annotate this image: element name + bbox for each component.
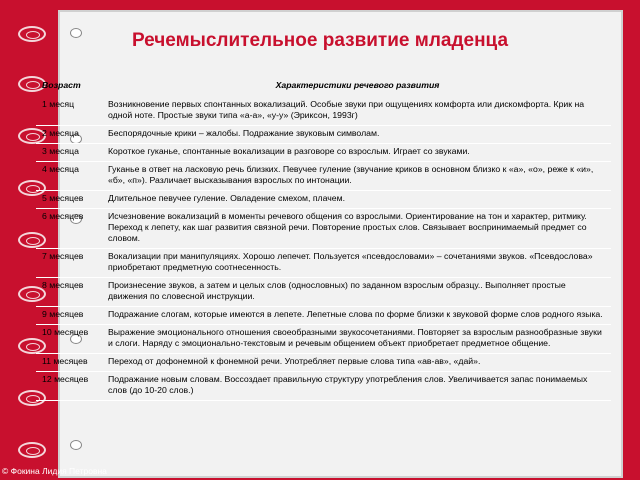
table-row — [36, 126, 611, 144]
age-cell: 10 месяцев — [36, 325, 104, 354]
characteristics-cell: Беспорядочные крики – жалобы. Подражание звуковым символам. — [104, 126, 611, 144]
age-cell: 5 месяцев — [36, 191, 104, 209]
age-cell: 12 месяцев — [36, 372, 104, 401]
characteristics-cell: Возникновение первых спонтанных вокализаций. Особые звуки при ощущениях комфорта или дискомфорта. Крик на одной ноте. Простые звуки типа «а-а», «у-у» (Эриксон, 1993г) — [104, 97, 611, 126]
age-cell: 6 месяцев — [36, 209, 104, 249]
table-row — [36, 307, 611, 325]
speech-development-table — [36, 76, 611, 401]
ring-icon — [18, 442, 46, 458]
age-cell: 2 месяца — [36, 126, 104, 144]
characteristics-cell: Короткое гуканье, спонтанные вокализации в разговоре со взрослым. Играет со звуками. — [104, 144, 611, 162]
table-row — [36, 372, 611, 401]
characteristics-cell: Произнесение звуков, а затем и целых слов (однословных) по заданном взрослым образцу.. Выполняет простые движения по словесной инструкции. — [104, 278, 611, 307]
column-header-characteristics: Характеристики речевого развития — [275, 80, 440, 90]
table-row — [36, 354, 611, 372]
characteristics-cell: Подражание новым словам. Воссоздает правильную структуру употребления слов. Увеличивается запас понимаемых слов (до 10-20 слов.) — [104, 372, 611, 401]
characteristics-cell: Длительное певучее гуление. Овладение смехом, плачем. — [104, 191, 611, 209]
characteristics-cell: Гуканье в ответ на ласковую речь близких. Певучее гуление (звучание криков в основном близко к «а», «о», реже к «и», «б», «п»). Различает высказывания взрослых по интонации. — [104, 162, 611, 191]
age-cell: 7 месяцев — [36, 249, 104, 278]
characteristics-cell: Выражение эмоционального отношения своеобразными звукосочетаниями. Повторяет за взрослым разнообразные звуки и слоги. Наряду с эмоционально-текстовым и речевым общением объект приобретает предметное общение. — [104, 325, 611, 354]
characteristics-cell: Переход от дофонемной к фонемной речи. Употребляет первые слова типа «ав-ав», «дай». — [104, 354, 611, 372]
characteristics-cell: Вокализации при манипуляциях. Хорошо лепечет. Пользуется «псевдословами» – сочетаниями звуков. «Псевдослова» приобретают предметную соотнесенность. — [104, 249, 611, 278]
age-cell: 4 месяца — [36, 162, 104, 191]
age-cell: 1 месяц — [36, 97, 104, 126]
characteristics-cell: Подражание слогам, которые имеются в лепете. Лепетные слова по форме близки к звуковой форме слов родного языка. — [104, 307, 611, 325]
table-row — [36, 325, 611, 354]
age-cell: 8 месяцев — [36, 278, 104, 307]
table-row — [36, 144, 611, 162]
table-row — [36, 209, 611, 249]
column-header-age: Возраст — [42, 80, 81, 90]
page-title: Речемыслительное развитие младенца — [131, 30, 509, 51]
characteristics-cell: Исчезновение вокализаций в моменты речевого общения со взрослыми. Ориентирование на тон и характер, ритмику. Переход к лепету, как шаг развития связной речи. Повторение простых слов. Связывает воспринимаемый предмет со словом. — [104, 209, 611, 249]
table-row — [36, 249, 611, 278]
hole-icon — [70, 440, 82, 450]
age-cell: 11 месяцев — [36, 354, 104, 372]
copyright-credit: © Фокина Лидия Петровна — [2, 466, 107, 476]
table-row — [36, 278, 611, 307]
table-row — [36, 162, 611, 191]
age-cell: 9 месяцев — [36, 307, 104, 325]
table-row — [36, 191, 611, 209]
table-header-row — [36, 76, 611, 97]
age-cell: 3 месяца — [36, 144, 104, 162]
table-row — [36, 97, 611, 126]
